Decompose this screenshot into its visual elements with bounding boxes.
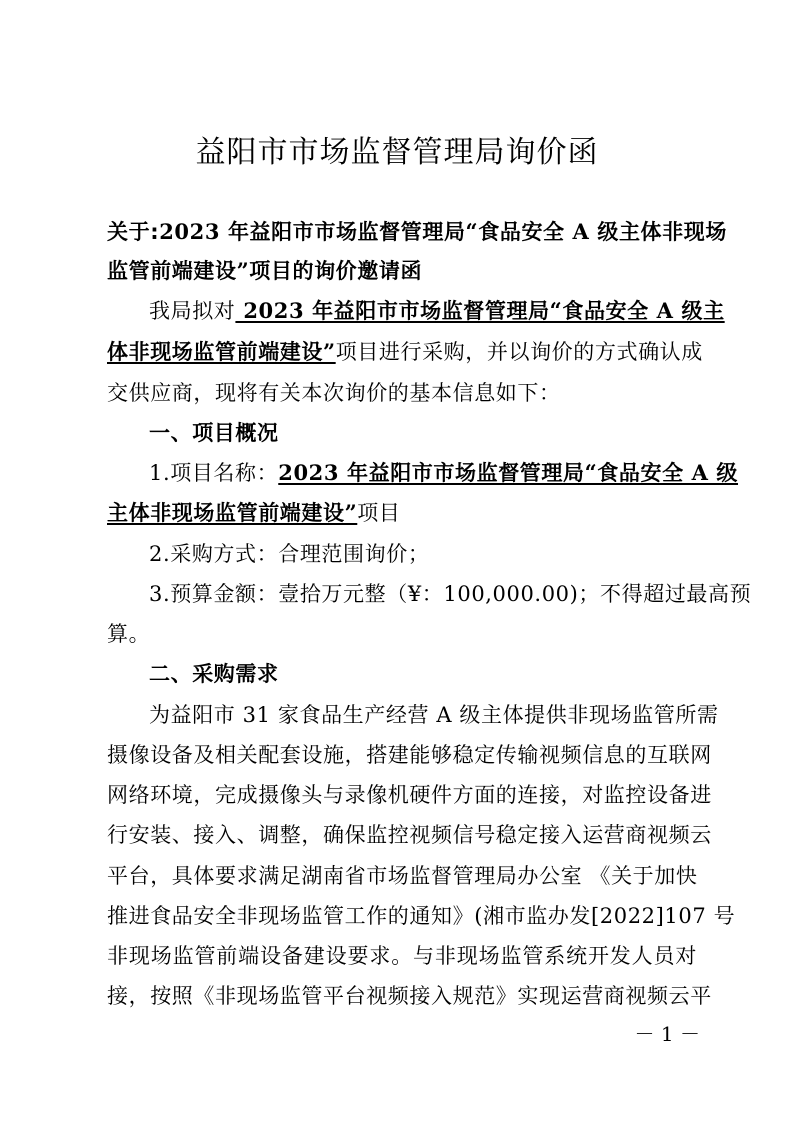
intro-line-3: 交供应商，现将有关本次询价的基本信息如下： xyxy=(107,381,561,405)
subject-text-1: 2023 年益阳市市场监督管理局“食品安全 A 级主体非现场 xyxy=(159,219,727,244)
requirement-line: 接，按照《非现场监管平台视频接入规范》实现运营商视频云平 xyxy=(107,984,712,1008)
intro-rest: 项目进行采购，并以询价的方式确认成 xyxy=(335,340,703,364)
item1-label: 1.项目名称： xyxy=(149,461,279,485)
item3-line-2: 算。 xyxy=(107,622,151,646)
requirement-line: 网络环境，完成摄像头与录像机硬件方面的连接，对监控设备进 xyxy=(107,783,712,807)
requirement-line: 摄像设备及相关配套设施，搭建能够稳定传输视频信息的互联网 xyxy=(107,743,712,767)
intro-project-name-1: 2023 年益阳市市场监督管理局“食品安全 A 级主 xyxy=(235,298,725,323)
requirement-line: 平台，具体要求满足湖南省市场监督管理局办公室 《关于加快 xyxy=(107,864,698,888)
section1-heading: 一、项目概况 xyxy=(149,421,279,445)
subject-line-1 xyxy=(107,217,727,247)
requirement-line: 为益阳市 31 家食品生产经营 A 级主体提供非现场监管所需 xyxy=(149,703,719,727)
intro-line-1 xyxy=(149,296,725,326)
subject-line-2: 监管前端建设”项目的询价邀请函 xyxy=(107,258,423,283)
requirement-line: 行安装、接入、调整，确保监控视频信号稳定接入运营商视频云 xyxy=(107,823,712,847)
item1-suffix: 项目 xyxy=(357,501,401,525)
intro-lead: 我局拟对 xyxy=(149,299,236,323)
intro-line-2 xyxy=(107,337,703,367)
item3-line-1: 3.预算金额：壹拾万元整（¥：100,000.00)；不得超过最高预 xyxy=(149,582,752,606)
item1-project-name-2: 主体非现场监管前端建设” xyxy=(107,500,358,525)
item1-line-2 xyxy=(107,498,697,528)
intro-project-name-2: 体非现场监管前端建设” xyxy=(107,339,336,364)
item1-project-name-1: 2023 年益阳市市场监督管理局“食品安全 A 级 xyxy=(278,460,739,485)
item1-line-1 xyxy=(149,458,739,488)
document-title: 益阳市市场监督管理局询价函 xyxy=(195,135,599,170)
requirement-line: 非现场监管前端设备建设要求。与非现场监管系统开发人员对 xyxy=(107,944,697,968)
page-number: － 1 － xyxy=(634,1022,700,1046)
item2-line: 2.采购方式：合理范围询价； xyxy=(149,542,430,566)
subject-prefix: 关于: xyxy=(107,220,160,244)
requirement-line: 推进食品安全非现场监管工作的通知》(湘市监办发[2022]107 号 xyxy=(107,904,736,928)
section2-heading: 二、采购需求 xyxy=(149,662,279,686)
